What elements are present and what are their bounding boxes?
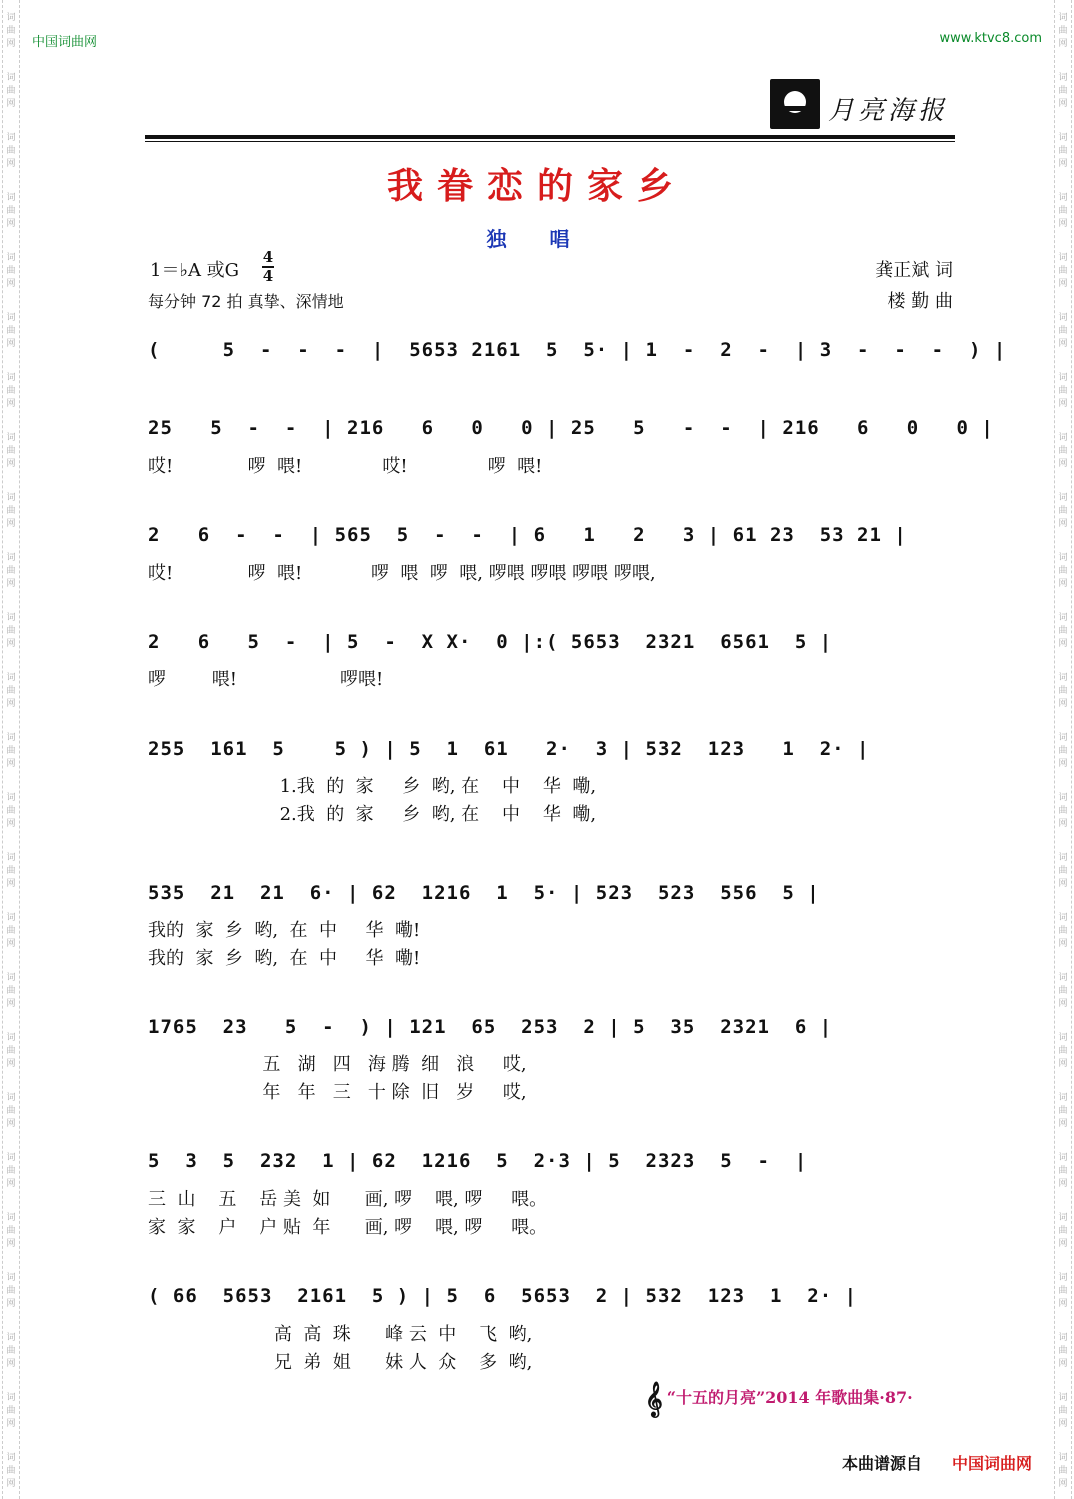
watermark-text: 词 曲 网	[1058, 913, 1068, 949]
song-title: 我眷恋的家乡	[386, 165, 687, 207]
watermark-text: 词 曲 网	[6, 1453, 16, 1489]
lyric-line: 2.我 的 家 乡 哟, 在 中 华 嘞,	[148, 804, 597, 825]
watermark-text: 词 曲 网	[6, 613, 16, 649]
time-signature-top: 4	[262, 248, 274, 266]
watermark-text: 词 曲 网	[1058, 1333, 1068, 1369]
watermark-text: 词 曲 网	[6, 253, 16, 289]
watermark-text: 词 曲 网	[1058, 973, 1068, 1009]
watermark-text: 词 曲 网	[6, 313, 16, 349]
lyric-line: 1.我 的 家 乡 哟, 在 中 华 嘞,	[148, 776, 597, 797]
watermark-text: 词 曲 网	[1058, 793, 1068, 829]
publisher-logo-text: 月亮海报	[828, 96, 949, 126]
lyricist-credit: 龚正斌 词	[875, 260, 953, 281]
watermark-text: 词 曲 网	[1058, 733, 1068, 769]
watermark-text: 词 曲 网	[6, 493, 16, 529]
notation-row: ( 5 - - - | 5653 2161 5 5· | 1 - 2 - | 3 - - - ) |	[148, 339, 1007, 361]
notation-row: 2 6 - - | 565 5 - - | 6 1 2 3 | 61 23 53 21 |	[148, 524, 907, 546]
lyric-line: 五 湖 四 海 腾 细 浪 哎,	[148, 1054, 527, 1075]
treble-clef-icon: 𝄞	[645, 1382, 663, 1417]
lyric-line: 哎! 啰 喂! 啰 喂 啰 喂, 啰喂 啰喂 啰喂 啰喂,	[148, 563, 656, 584]
lyric-line: 我的 家 乡 哟, 在 中 华 嘞!	[148, 948, 421, 969]
watermark-text: 词 曲 网	[6, 13, 16, 49]
composer-credit: 楼 勤 曲	[887, 291, 953, 312]
watermark-text: 词 曲 网	[1058, 433, 1068, 469]
notation-row: 5 3 5 232 1 | 62 1216 5 2·3 | 5 2323 5 - |	[148, 1150, 808, 1172]
lyric-line: 我的 家 乡 哟, 在 中 华 嘞!	[148, 920, 421, 941]
watermark-text: 词 曲 网	[6, 133, 16, 169]
collection-footer-text: “十五的月亮”2014 年歌曲集·87·	[666, 1388, 913, 1407]
notation-row: 535 21 21 6· | 62 1216 1 5· | 523 523 556 5 |	[148, 882, 820, 904]
watermark-text: 词 曲 网	[1058, 673, 1068, 709]
watermark-text: 词 曲 网	[6, 373, 16, 409]
key-signature: 1＝♭A 或G	[150, 260, 240, 281]
watermark-text: 词 曲 网	[6, 1393, 16, 1429]
watermark-text: 词 曲 网	[6, 1093, 16, 1129]
watermark-text: 词 曲 网	[1058, 1093, 1068, 1129]
watermark-text: 词 曲 网	[6, 1333, 16, 1369]
watermark-text: 词 曲 网	[1058, 313, 1068, 349]
watermark-text: 词 曲 网	[1058, 373, 1068, 409]
watermark-text: 词 曲 网	[1058, 1393, 1068, 1429]
watermark-text: 词 曲 网	[6, 433, 16, 469]
watermark-text: 词 曲 网	[1058, 13, 1068, 49]
lyric-line: 家 家 户 户 贴 年 画, 啰 喂, 啰 喂。	[148, 1217, 548, 1238]
lyric-line: 年 年 三 十 除 旧 岁 哎,	[148, 1082, 527, 1103]
watermark-text: 词 曲 网	[1058, 133, 1068, 169]
lyric-line: 兄 弟 姐 妹 人 众 多 哟,	[148, 1352, 533, 1373]
site-name-left: 中国词曲网	[32, 35, 98, 50]
lyric-line: 三 山 五 岳 美 如 画, 啰 喂, 啰 喂。	[148, 1189, 548, 1210]
watermark-text: 词 曲 网	[6, 1213, 16, 1249]
watermark-text: 词 曲 网	[1058, 1213, 1068, 1249]
header-rule	[145, 135, 955, 139]
watermark-text: 词 曲 网	[6, 853, 16, 889]
notation-row: 1765 23 5 - ) | 121 65 253 2 | 5 35 2321 6 |	[148, 1016, 833, 1038]
notation-row: 2 6 5 - | 5 - X X· 0 |:( 5653 2321 6561 5 |	[148, 631, 833, 653]
time-signature	[262, 250, 274, 284]
watermark-text: 词 曲 网	[6, 973, 16, 1009]
header-rule-thin	[145, 141, 955, 142]
notation-row: ( 66 5653 2161 5 ) | 5 6 5653 2 | 532 123 1 2· |	[148, 1285, 858, 1307]
watermark-text: 词 曲 网	[6, 73, 16, 109]
source-label: 本曲谱源自	[842, 1454, 923, 1473]
watermark-text: 词 曲 网	[6, 1033, 16, 1069]
source-site-link[interactable]: 中国词曲网	[952, 1454, 1033, 1473]
watermark-text: 词 曲 网	[1058, 73, 1068, 109]
watermark-text: 词 曲 网	[6, 553, 16, 589]
time-signature-bottom: 4	[262, 267, 274, 285]
lyric-line: 啰 喂! 啰喂!	[148, 669, 384, 690]
watermark-text: 词 曲 网	[1058, 493, 1068, 529]
lyric-line: 哎! 啰 喂! 哎! 啰 喂!	[148, 456, 543, 477]
moon-logo-icon	[770, 79, 820, 129]
watermark-text: 词 曲 网	[1058, 613, 1068, 649]
notation-row: 255 161 5 5 ) | 5 1 61 2· 3 | 532 123 1 2· |	[148, 738, 870, 760]
site-url-right: www.ktvc8.com	[939, 31, 1042, 46]
watermark-text: 词 曲 网	[1058, 1033, 1068, 1069]
watermark-text: 词 曲 网	[1058, 1453, 1068, 1489]
tempo-marking: 每分钟 72 拍 真挚、深情地	[148, 292, 344, 311]
watermark-text: 词 曲 网	[1058, 1273, 1068, 1309]
watermark-text: 词 曲 网	[6, 1273, 16, 1309]
watermark-text: 词 曲 网	[1058, 193, 1068, 229]
lyric-line: 高 高 珠 峰 云 中 飞 哟,	[148, 1324, 533, 1345]
watermark-text: 词 曲 网	[6, 733, 16, 769]
watermark-text: 词 曲 网	[1058, 253, 1068, 289]
notation-row: 25 5 - - | 216 6 0 0 | 25 5 - - | 216 6 0 0 |	[148, 417, 994, 439]
song-subtitle: 独 唱	[486, 227, 588, 251]
watermark-text: 词 曲 网	[1058, 853, 1068, 889]
collection-footer	[645, 1382, 913, 1417]
watermark-text: 词 曲 网	[1058, 1153, 1068, 1189]
watermark-text: 词 曲 网	[1058, 553, 1068, 589]
watermark-text: 词 曲 网	[6, 673, 16, 709]
watermark-text: 词 曲 网	[6, 793, 16, 829]
watermark-text: 词 曲 网	[6, 1153, 16, 1189]
watermark-text: 词 曲 网	[6, 193, 16, 229]
watermark-text: 词 曲 网	[6, 913, 16, 949]
